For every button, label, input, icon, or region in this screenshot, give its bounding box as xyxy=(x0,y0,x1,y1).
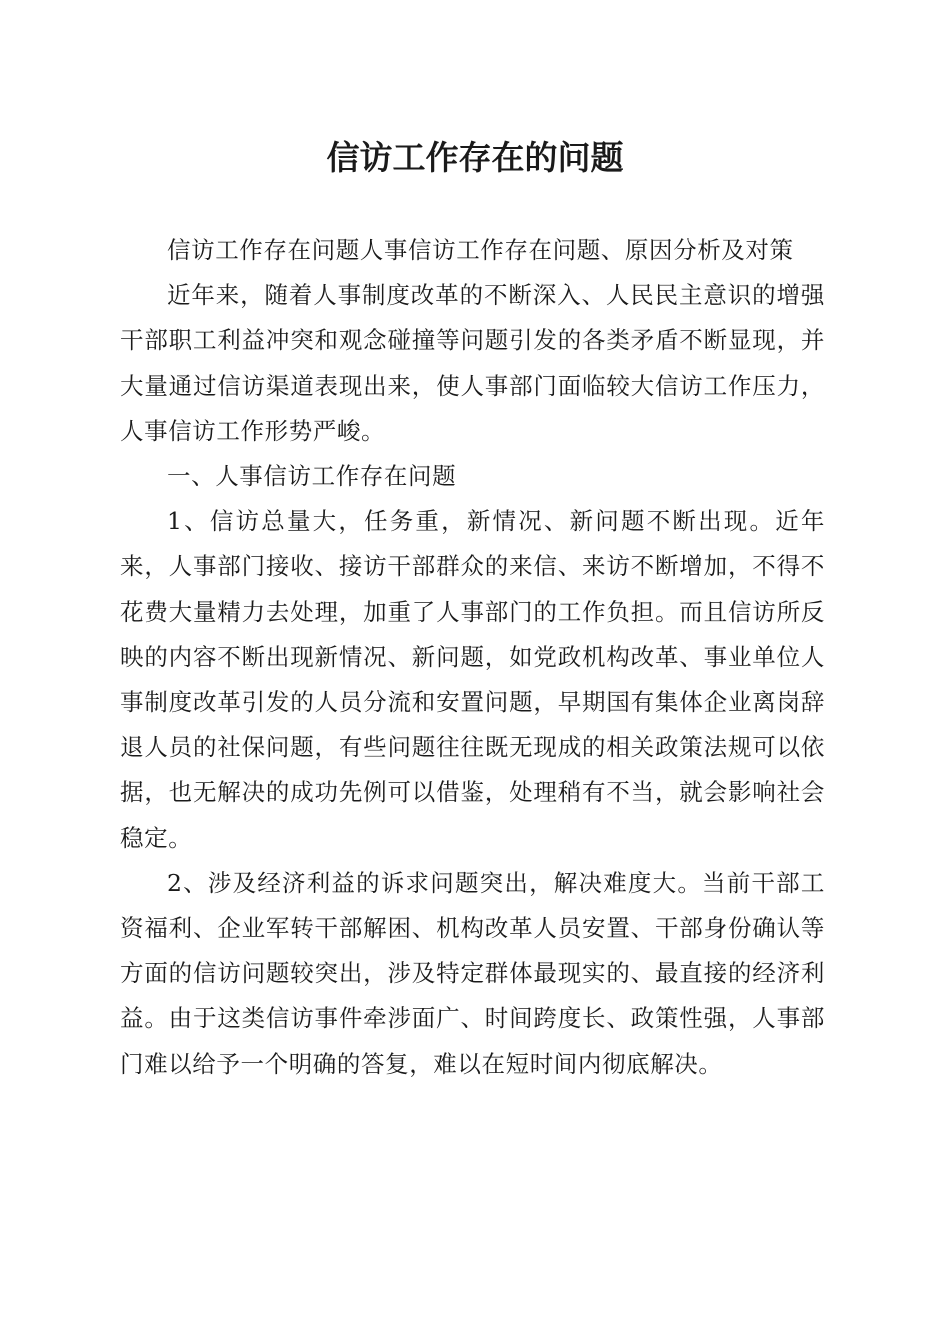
section-heading: 一、人事信访工作存在问题 xyxy=(167,462,457,491)
document-body xyxy=(120,228,825,1087)
paragraph-issue-1: 1、信访总量大，任务重，新情况、新问题不断出现。近年来，人事部门接收、接访干部群众的来信、来访不断增加，不得不花费大量精力去处理，加重了人事部门的工作负担。而且信访所反映的内容不断出现新情况、新问题，如党政机构改革、事业单位人事制度改革引发的人员分流和安置问题，早期国有集体企业离岗辞退人员的社保问题，有些问题往往既无现成的相关政策法规可以依据，也无解决的成功先例可以借鉴，处理稍有不当，就会影响社会稳定。 xyxy=(120,507,825,852)
paragraph-intro-subtitle: 信访工作存在问题人事信访工作存在问题、原因分析及对策 xyxy=(167,236,794,264)
document-title: 信访工作存在的问题 xyxy=(326,138,624,177)
paragraph-issue-2: 2、涉及经济利益的诉求问题突出，解决难度大。当前干部工资福利、企业军转干部解困、机构改革人员安置、干部身份确认等方面的信访问题较突出，涉及特定群体最现实的、最直接的经济利益。由于这类信访事件牵涉面广、时间跨度长、政策性强，人事部门难以给予一个明确的答复，难以在短时间内彻底解决。 xyxy=(120,868,825,1078)
paragraph-background: 近年来，随着人事制度改革的不断深入、人民民主意识的增强干部职工利益冲突和观念碰撞等问题引发的各类矛盾不断显现，并大量通过信访渠道表现出来，使人事部门面临较大信访工作压力，人事信访工作形势严峻。 xyxy=(120,281,825,445)
